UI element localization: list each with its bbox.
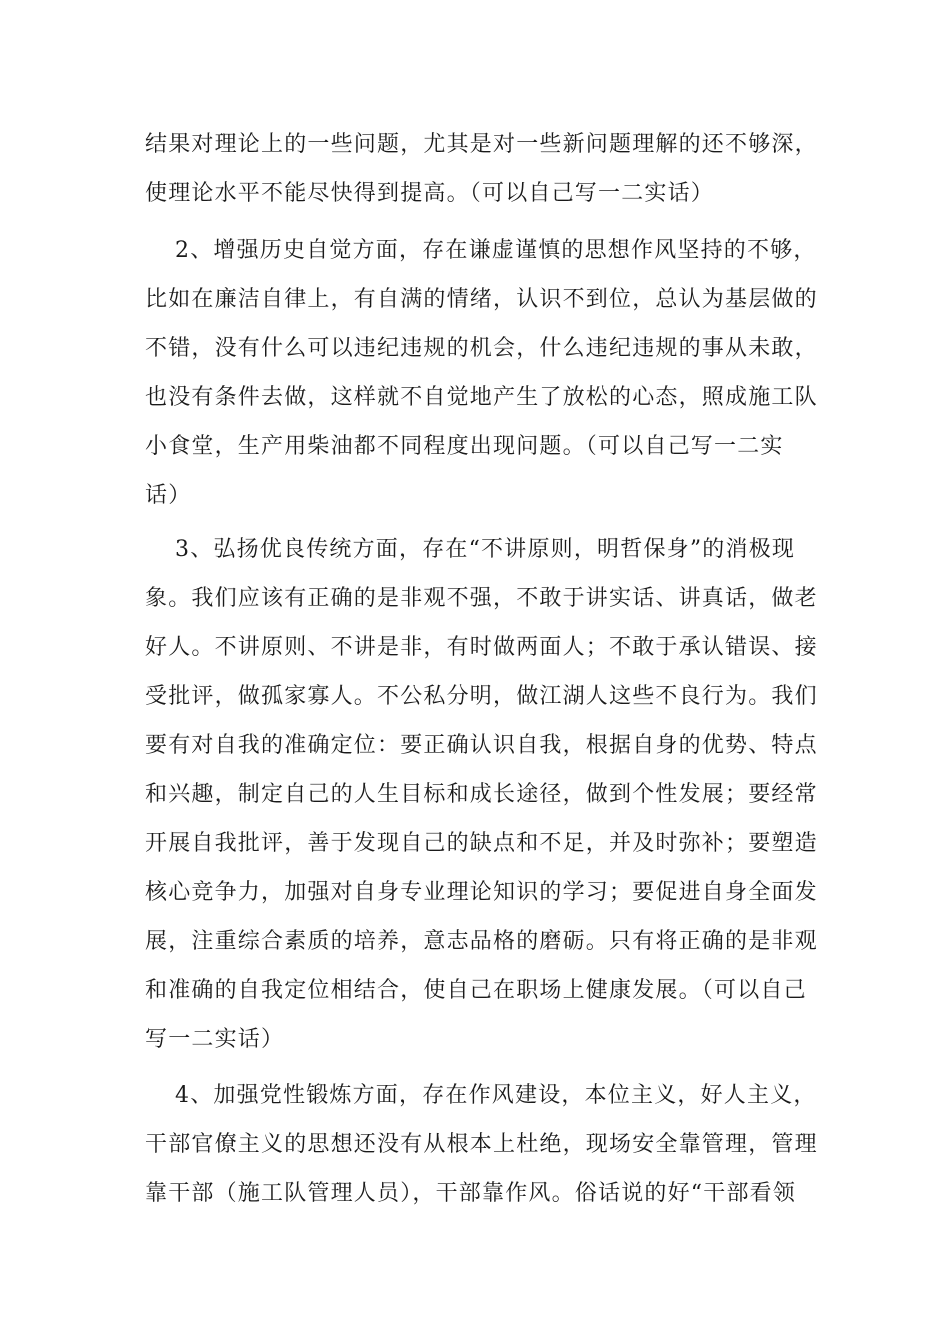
text-line: 受批评，做孤家寡人。不公私分明，做江湖人这些不良行为。我们 (145, 684, 818, 709)
text-line: 话） (145, 483, 192, 508)
paragraph-4-start: 4、加强党性锻炼方面，存在作风建设，本位主义，好人主义， (175, 1083, 817, 1108)
text-line: 好人。不讲原则、不讲是非，有时做两面人；不敢于承认错误、接 (145, 635, 818, 660)
text-line: 写一二实话） (145, 1027, 285, 1052)
text-line: 开展自我批评，善于发现自己的缺点和不足，并及时弥补；要塑造 (145, 831, 818, 856)
text-line: 靠干部（施工队管理人员），干部靠作风。俗话说的好“干部看领 (145, 1181, 797, 1206)
text-line: 不错，没有什么可以违纪违规的机会，什么违纪违规的事从未敢， (145, 336, 818, 361)
text-line: 使理论水平不能尽快得到提高。（可以自己写一二实话） (145, 181, 715, 206)
paragraph-2-start: 2、增强历史自觉方面，存在谦虚谨慎的思想作风坚持的不够， (175, 238, 817, 263)
text-line: 要有对自我的准确定位：要正确认识自我，根据自身的优势、特点 (145, 733, 818, 758)
text-line: 展，注重综合素质的培养，意志品格的磨砺。只有将正确的是非观 (145, 929, 818, 954)
text-line: 比如在廉洁自律上，有自满的情绪，认识不到位，总认为基层做的 (145, 287, 818, 312)
text-line: 和准确的自我定位相结合，使自己在职场上健康发展。（可以自己 (145, 978, 807, 1003)
text-line: 结果对理论上的一些问题，尤其是对一些新问题理解的还不够深， (145, 132, 818, 157)
text-line: 和兴趣，制定自己的人生目标和成长途径，做到个性发展；要经常 (145, 782, 818, 807)
text-line: 小食堂，生产用柴油都不同程度出现问题。（可以自己写一二实 (145, 434, 784, 459)
text-line: 核心竞争力，加强对自身专业理论知识的学习；要促进自身全面发 (145, 880, 818, 905)
paragraph-3-start: 3、弘扬优良传统方面，存在“不讲原则，明哲保身”的消极现 (175, 537, 796, 562)
text-line: 象。我们应该有正确的是非观不强，不敢于讲实话、讲真话，做老 (145, 586, 818, 611)
text-line: 也没有条件去做，这样就不自觉地产生了放松的心态，照成施工队 (145, 385, 818, 410)
text-line: 干部官僚主义的思想还没有从根本上杜绝，现场安全靠管理，管理 (145, 1132, 818, 1157)
